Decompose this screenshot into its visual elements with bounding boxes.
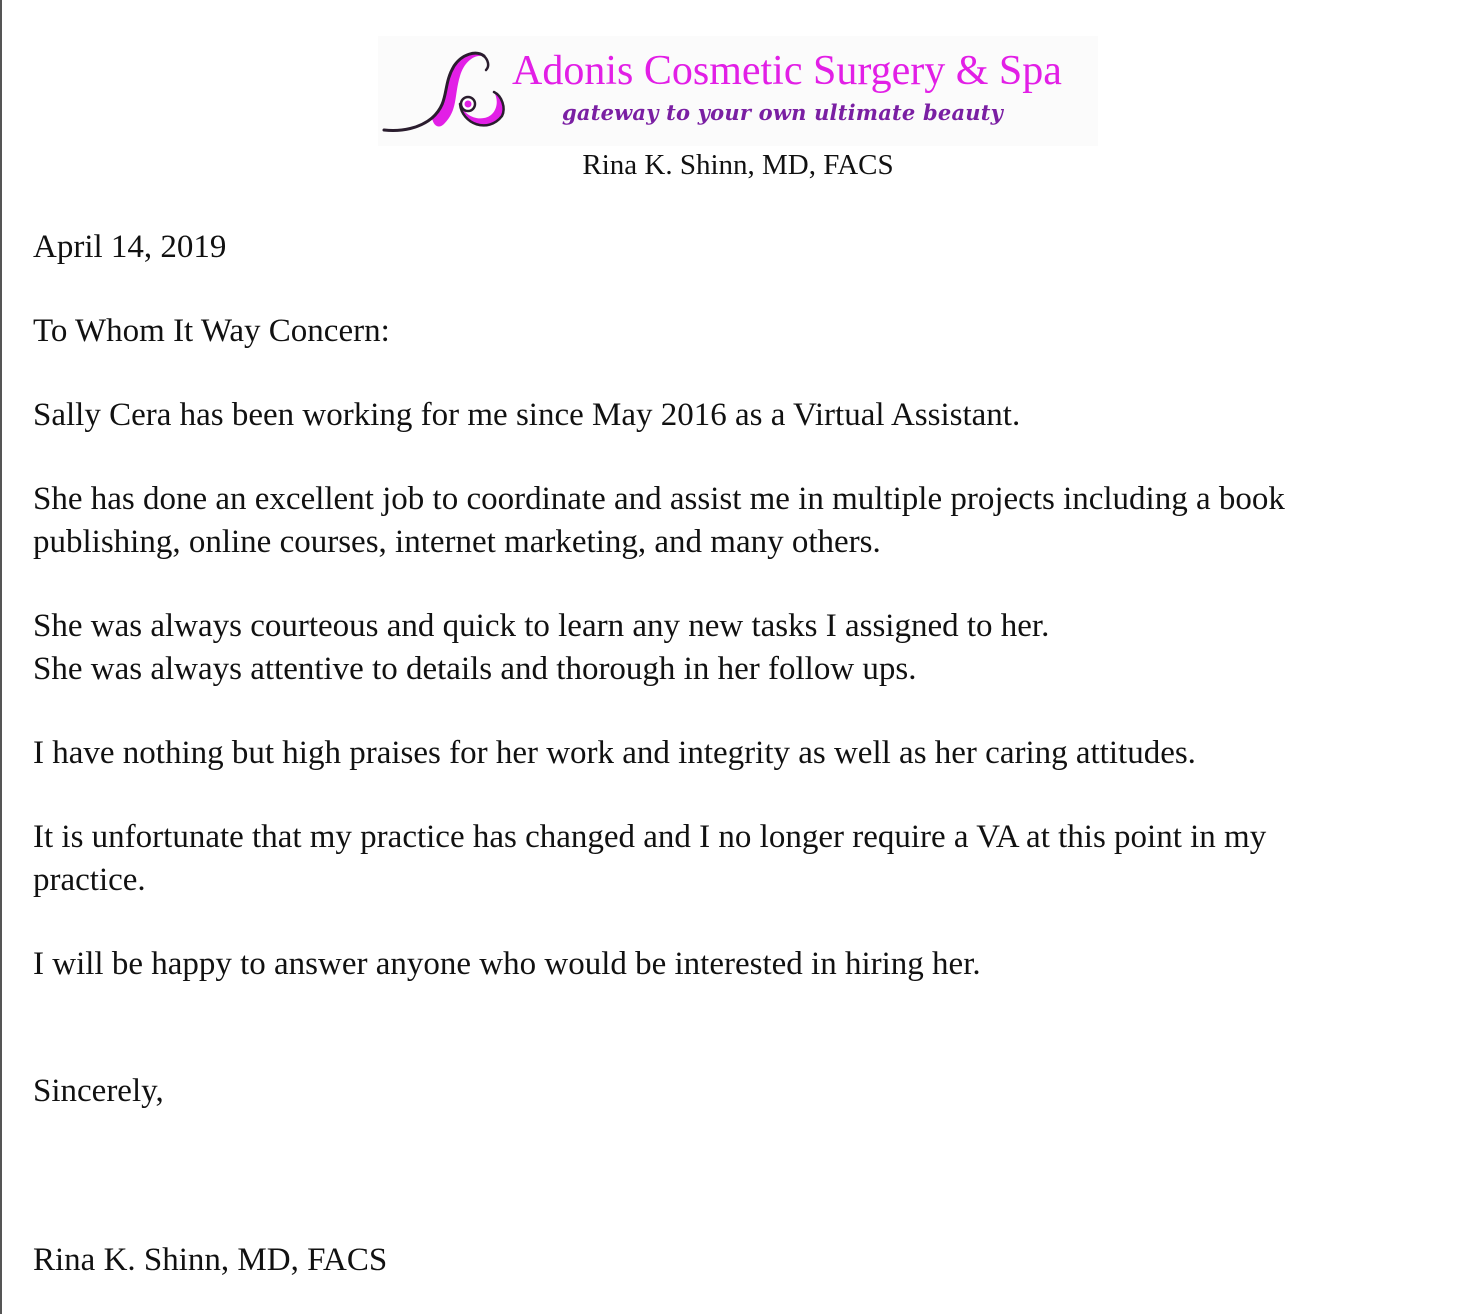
letterhead [378, 36, 1098, 146]
letter-paragraph [33, 732, 1443, 775]
brand-name: Adonis Cosmetic Surgery & Spa [512, 48, 1062, 94]
brand-tagline: gateway to your own ultimate beauty [562, 100, 1004, 125]
paragraph-line: I have nothing but high praises for her work and integrity as well as her caring attitudes. [33, 735, 1196, 771]
paragraph-line: practice. [33, 862, 146, 898]
letter-paragraph [33, 943, 1443, 986]
paragraph-line: It is unfortunate that my practice has changed and I no longer require a VA at this point in my [33, 819, 1267, 855]
paragraph-line: She was always attentive to details and thorough in her follow ups. [33, 651, 917, 687]
letterhead-doctor-name: Rina K. Shinn, MD, FACS [582, 149, 894, 181]
paragraph-line: publishing, online courses, internet marketing, and many others. [33, 524, 881, 560]
letter-paragraph [33, 478, 1443, 564]
paragraph-line: I will be happy to answer anyone who would be interested in hiring her. [33, 946, 981, 982]
letter-salutation: To Whom It Way Concern: [33, 313, 390, 349]
letter-paragraph [33, 605, 1443, 691]
paragraph-line: She has done an excellent job to coordinate and assist me in multiple projects including a book [33, 481, 1285, 517]
page-left-border [0, 0, 2, 1314]
letter-date: April 14, 2019 [33, 229, 227, 265]
paragraph-line: Sally Cera has been working for me since May 2016 as a Virtual Assistant. [33, 397, 1021, 433]
paragraph-line: She was always courteous and quick to learn any new tasks I assigned to her. [33, 608, 1050, 644]
letter-paragraph [33, 394, 1443, 437]
letter-paragraph [33, 816, 1443, 902]
stylized-s-eye-logo-icon [380, 44, 512, 140]
signature-name: Rina K. Shinn, MD, FACS [33, 1242, 388, 1278]
letter-closing: Sincerely, [33, 1073, 164, 1109]
letter-body [33, 226, 1443, 1282]
